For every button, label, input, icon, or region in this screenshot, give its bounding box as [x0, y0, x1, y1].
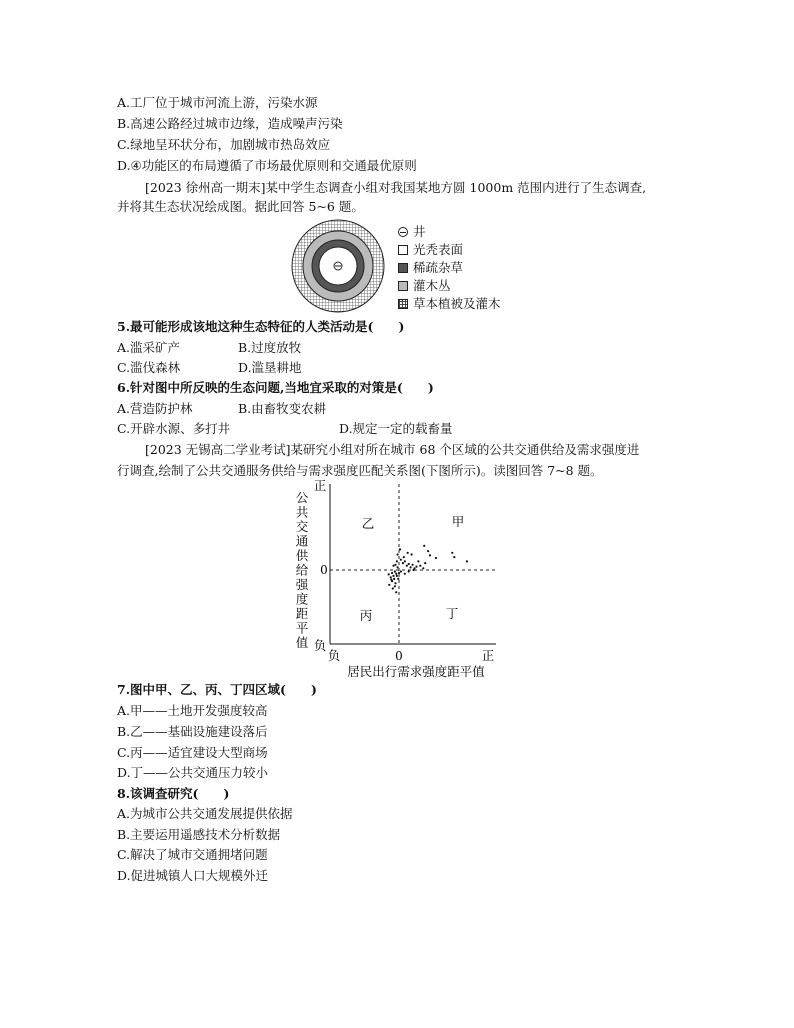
quadrant-ding-label: 丁 [445, 606, 459, 621]
well-legend-icon [398, 227, 408, 237]
legend-item-well: 井 [398, 223, 501, 241]
scatter-point [412, 564, 414, 566]
scatter-point [390, 576, 392, 578]
scatter-point [393, 578, 395, 580]
scatter-points [388, 545, 468, 594]
scatter-point [435, 557, 437, 559]
q7-option-a: A.甲——土地开发强度较高 [117, 703, 268, 718]
scatter-point [422, 567, 424, 569]
scatter-point [408, 563, 410, 565]
scatter-point [392, 575, 394, 577]
scatter-point [390, 579, 392, 581]
scatter-point [429, 554, 431, 556]
x-axis-label: 居民出行需求强度距平值 [347, 664, 485, 679]
q6-option-b: B.由畜牧变农耕 [238, 401, 327, 416]
scatter-point [411, 553, 413, 555]
intro-7-8-line1: [2023 无锡高二学业考试]某研究小组对所在城市 68 个区域的公共交通供给及需求强度进 [145, 442, 640, 457]
intro-5-6-line1: [2023 徐州高一期末]某中学生态调查小组对我国某地方圆 1000m 范围内进行了生态调查, [145, 180, 647, 195]
scatter-point [410, 566, 412, 568]
scatter-point [423, 545, 425, 547]
q5-option-c: C.滥伐森林 [117, 360, 181, 375]
legend-item-sparse: 稀疏杂草 [398, 259, 501, 277]
y-axis-label-text: 公共交通供给强度距平值 [295, 490, 309, 650]
x-axis-right-label: 正 [481, 648, 495, 663]
legend-item-shrub: 灌木丛 [398, 277, 501, 295]
scatter-point [419, 565, 421, 567]
shrub-swatch-icon [398, 281, 408, 291]
q8-option-b: B.主要运用遥感技术分析数据 [117, 827, 281, 842]
scatter-point [394, 582, 396, 584]
scatter-point [415, 566, 417, 568]
scatter-point [392, 565, 394, 567]
scatter-point [399, 548, 401, 550]
y-axis-bottom-label: 负 [313, 638, 327, 653]
q8-option-a: A.为城市公共交通发展提供依据 [117, 806, 293, 821]
scatter-point [451, 552, 453, 554]
x-origin-label: 0 [395, 649, 403, 663]
q6-option-a: A.营造防护林 [117, 401, 193, 416]
bare-swatch-icon [398, 245, 408, 255]
ecology-ring-figure [283, 218, 393, 314]
scatter-point [396, 560, 398, 562]
q5-option-d: D.滥垦耕地 [238, 360, 302, 375]
q4-option-d: D.④功能区的布局遵循了市场最优原则和交通最优原则 [117, 158, 417, 173]
scatter-point [406, 565, 408, 567]
scatter-point [397, 553, 399, 555]
scatter-point [404, 573, 406, 575]
scatter-point [407, 552, 409, 554]
q4-option-b: B.高速公路经过城市边缘，造成噪声污染 [117, 116, 343, 131]
grass-swatch-icon [398, 299, 408, 309]
y-axis-label [296, 490, 309, 650]
q7-option-d: D.丁——公共交通压力较小 [117, 765, 269, 780]
scatter-point [408, 570, 410, 572]
q4-option-c: C.绿地呈环状分布，加剧城市热岛效应 [117, 137, 331, 152]
x-axis-left-label: 负 [327, 648, 341, 663]
sparse-swatch-icon [398, 263, 408, 273]
quadrant-yi-label: 乙 [361, 516, 375, 531]
scatter-point [453, 556, 455, 558]
scatter-point [395, 573, 397, 575]
scatter-point [388, 584, 390, 586]
y-origin-label: 0 [320, 563, 328, 577]
scatter-point [398, 572, 400, 574]
q5-option-b: B.过度放牧 [238, 340, 302, 355]
q6-option-d: D.规定一定的载畜量 [339, 421, 453, 436]
scatter-point [394, 570, 396, 572]
q6-option-c: C.开辟水源、多打井 [117, 421, 231, 436]
scatter-point [397, 566, 399, 568]
scatter-point [394, 564, 396, 566]
quadrant-jia-label: 甲 [451, 514, 465, 529]
q4-option-a: A.工厂位于城市河流上游，污染水源 [117, 95, 318, 110]
scatter-point [424, 562, 426, 564]
intro-5-6-line2: 并将其生态状况绘成图。据此回答 5~6 题。 [117, 199, 364, 214]
legend-item-bare: 光秃表面 [398, 241, 501, 259]
scatter-point [396, 575, 398, 577]
scatter-point [391, 572, 393, 574]
q5-option-a: A.滥采矿产 [117, 340, 181, 355]
scatter-point [402, 562, 404, 564]
legend-item-grass: 草本植被及灌木 [398, 295, 501, 313]
scatter-point [403, 556, 405, 558]
scatter-point [427, 550, 429, 552]
q7-option-b: B.乙——基础设施建设落后 [117, 724, 268, 739]
supply-demand-scatter-chart [288, 478, 518, 682]
scatter-point [412, 569, 414, 571]
scatter-point [400, 570, 402, 572]
scatter-point [397, 578, 399, 580]
scatter-point [394, 585, 396, 587]
quadrant-bing-label: 丙 [359, 608, 373, 623]
q8-option-c: C.解决了城市交通拥堵问题 [117, 847, 268, 862]
q7-stem: 7.图中甲、乙、丙、丁四区域( ) [117, 682, 317, 697]
scatter-point [404, 560, 406, 562]
scatter-point [395, 591, 397, 593]
q8-option-d: D.促进城镇人口大规模外迁 [117, 868, 269, 883]
ecology-legend [398, 223, 501, 313]
q5-stem: 5.最可能形成该地这种生态特征的人类活动是( ) [117, 319, 405, 334]
scatter-point [400, 559, 402, 561]
intro-7-8-line2: 行调查,绘制了公共交通服务供给与需求强度匹配关系图(下图所示)。读图回答 7~8 题。 [117, 463, 603, 478]
q6-stem: 6.针对图中所反映的生态问题,当地宜采取的对策是( ) [117, 380, 434, 395]
scatter-point [392, 587, 394, 589]
q7-option-c: C.丙——适宜建设大型商场 [117, 745, 268, 760]
scatter-point [466, 560, 468, 562]
q8-stem: 8.该调查研究( ) [117, 786, 230, 801]
scatter-point [388, 573, 390, 575]
scatter-point [417, 560, 419, 562]
y-axis-top-label: 正 [313, 478, 327, 493]
